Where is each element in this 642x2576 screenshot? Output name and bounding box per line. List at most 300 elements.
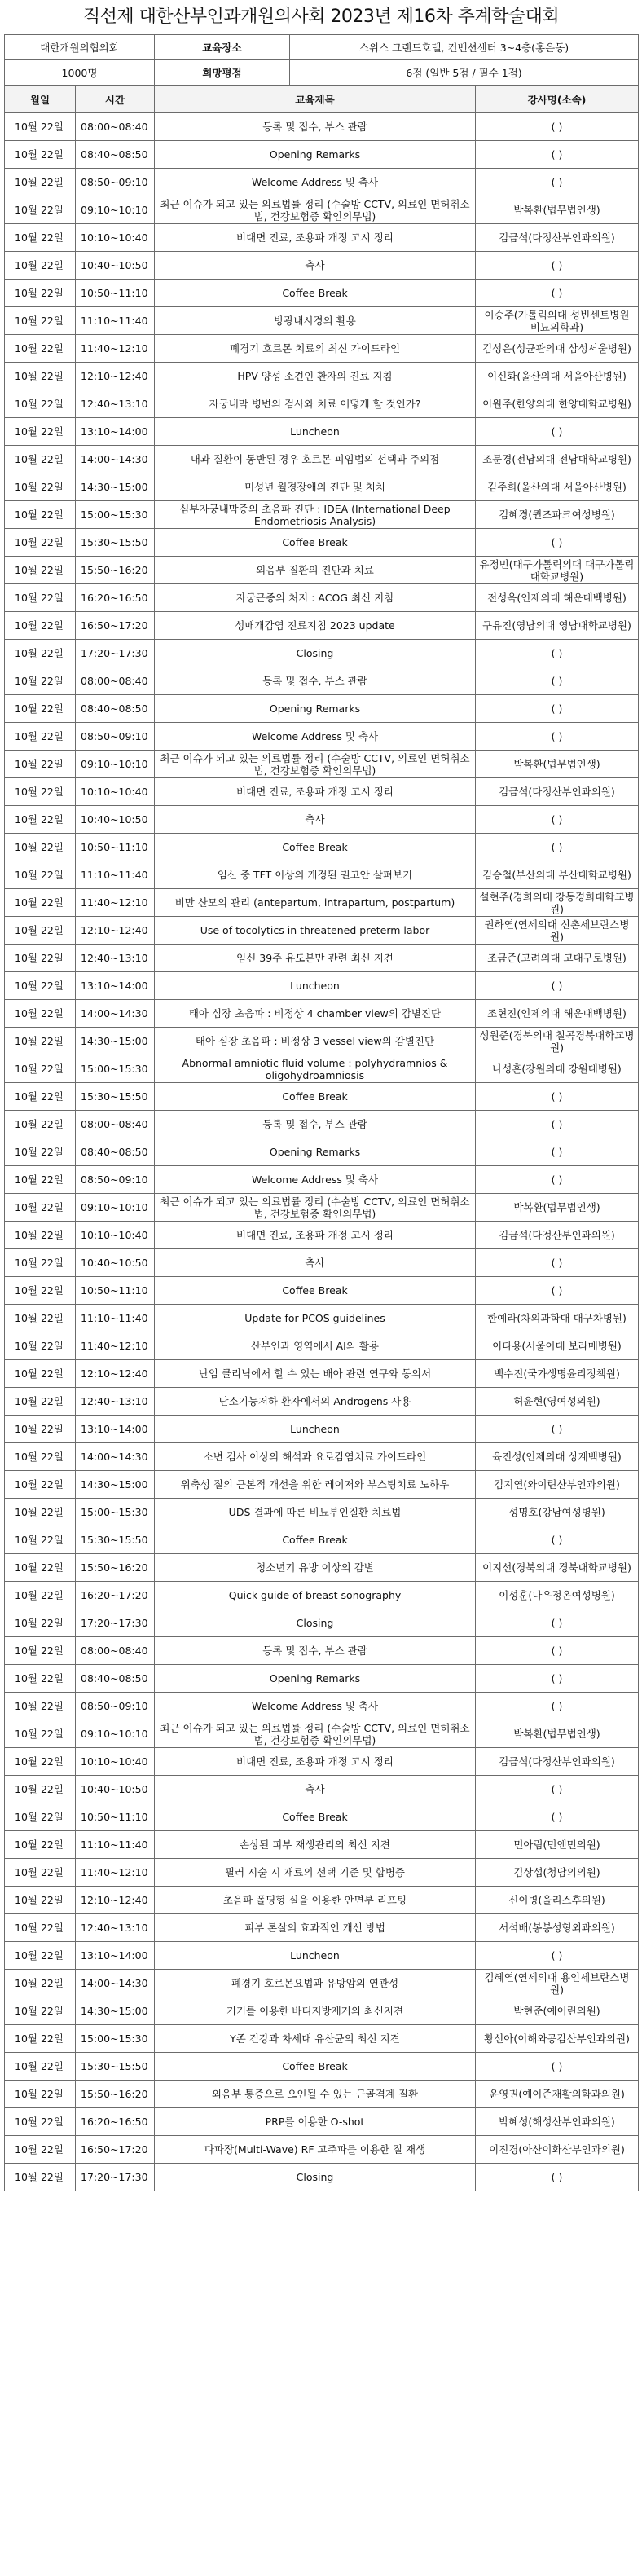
row-speaker: 조현진(인제의대 해운대백병원) [476, 1000, 639, 1028]
row-speaker: 구유진(영남의대 영남대학교병원) [476, 612, 639, 640]
row-speaker: ( ) [476, 1416, 639, 1443]
row-title: Welcome Address 및 축사 [155, 723, 476, 751]
row-time: 10:50~11:10 [76, 834, 155, 861]
table-row [5, 1194, 639, 1222]
row-title: 필러 시술 시 재료의 선택 기준 및 합병증 [155, 1859, 476, 1887]
row-title: Luncheon [155, 1416, 476, 1443]
row-title: PRP를 이용한 O-shot [155, 2108, 476, 2136]
row-speaker: ( ) [476, 529, 639, 557]
row-date: 10월 22일 [5, 1637, 76, 1665]
table-row [5, 695, 639, 723]
row-time: 13:10~14:00 [76, 418, 155, 446]
row-speaker: ( ) [476, 1526, 639, 1554]
row-date: 10월 22일 [5, 612, 76, 640]
row-date: 10월 22일 [5, 1471, 76, 1499]
row-date: 10월 22일 [5, 335, 76, 363]
row-date: 10월 22일 [5, 363, 76, 390]
row-speaker: ( ) [476, 1609, 639, 1637]
row-date: 10월 22일 [5, 2081, 76, 2108]
table-row [5, 945, 639, 972]
row-speaker: ( ) [476, 723, 639, 751]
row-date: 10월 22일 [5, 1194, 76, 1222]
row-time: 09:10~10:10 [76, 1720, 155, 1748]
row-speaker: 이원주(한양의대 한양대학교병원) [476, 390, 639, 418]
row-speaker: 박복환(법무법인생) [476, 1720, 639, 1748]
row-title: 자궁근종의 처지 : ACOG 최신 지침 [155, 584, 476, 612]
row-date: 10월 22일 [5, 2164, 76, 2191]
table-row [5, 363, 639, 390]
table-row [5, 1776, 639, 1803]
table-row [5, 972, 639, 1000]
row-time: 15:30~15:50 [76, 1083, 155, 1111]
header-time: 시간 [76, 86, 155, 113]
row-date: 10월 22일 [5, 307, 76, 335]
table-row [5, 1720, 639, 1748]
row-title: 최근 이슈가 되고 있는 의료법률 정리 (수술방 CCTV, 의료인 면허취소법, 건강보험증 확인의무법) [155, 196, 476, 224]
row-speaker: ( ) [476, 418, 639, 446]
place-label: 교육장소 [155, 35, 290, 60]
table-row [5, 834, 639, 861]
row-speaker: 신이병(올리스후의원) [476, 1887, 639, 1914]
row-time: 15:00~15:30 [76, 2025, 155, 2053]
row-speaker: 이신화(울산의대 서울아산병원) [476, 363, 639, 390]
row-date: 10월 22일 [5, 1443, 76, 1471]
header-speaker: 강사명(소속) [476, 86, 639, 113]
table-row [5, 806, 639, 834]
row-speaker: 백수진(국가생명윤리정책원) [476, 1360, 639, 1388]
row-time: 08:00~08:40 [76, 113, 155, 141]
row-time: 09:10~10:10 [76, 196, 155, 224]
row-time: 13:10~14:00 [76, 972, 155, 1000]
row-title: 폐경기 호르몬 치료의 최신 가이드라인 [155, 335, 476, 363]
row-time: 09:10~10:10 [76, 751, 155, 778]
table-row [5, 1332, 639, 1360]
row-date: 10월 22일 [5, 1222, 76, 1249]
row-title: 손상된 피부 재생관리의 최신 지견 [155, 1831, 476, 1859]
row-title: 비대면 진료, 조용파 개정 고시 정리 [155, 1222, 476, 1249]
row-time: 14:30~15:00 [76, 473, 155, 501]
page-title: 직선제 대한산부인과개원의사회 2023년 제16차 추계학술대회 [82, 7, 560, 27]
row-time: 15:30~15:50 [76, 2053, 155, 2081]
row-time: 08:50~09:10 [76, 1166, 155, 1194]
table-row [5, 307, 639, 335]
row-time: 15:50~16:20 [76, 1554, 155, 1582]
row-speaker: 김금석(다정산부인과의원) [476, 778, 639, 806]
row-time: 11:10~11:40 [76, 1305, 155, 1332]
row-title: 축사 [155, 1776, 476, 1803]
row-time: 10:10~10:40 [76, 1748, 155, 1776]
row-date: 10월 22일 [5, 834, 76, 861]
row-date: 10월 22일 [5, 557, 76, 584]
row-speaker: ( ) [476, 113, 639, 141]
row-title: Quick guide of breast sonography [155, 1582, 476, 1609]
row-date: 10월 22일 [5, 1305, 76, 1332]
row-title: 외음부 질환의 진단과 치료 [155, 557, 476, 584]
row-title: 외음부 통증으로 오인될 수 있는 근골격계 질환 [155, 2081, 476, 2108]
row-title: Coffee Break [155, 1803, 476, 1831]
row-date: 10월 22일 [5, 1582, 76, 1609]
table-row [5, 584, 639, 612]
table-row [5, 1249, 639, 1277]
table-row [5, 1416, 639, 1443]
row-time: 11:40~12:10 [76, 1332, 155, 1360]
row-time: 08:40~08:50 [76, 1665, 155, 1693]
row-time: 16:20~17:20 [76, 1582, 155, 1609]
row-date: 10월 22일 [5, 196, 76, 224]
points-value: 6점 (일반 5점 / 필수 1점) [290, 60, 639, 86]
row-speaker: ( ) [476, 1693, 639, 1720]
table-row [5, 1277, 639, 1305]
row-time: 13:10~14:00 [76, 1942, 155, 1970]
organizer-cell: 대한개원의협의회 [5, 35, 155, 60]
row-title: 청소년기 유방 이상의 감별 [155, 1554, 476, 1582]
table-row [5, 1305, 639, 1332]
row-speaker: 전성욱(인제의대 해운대백병원) [476, 584, 639, 612]
row-date: 10월 22일 [5, 667, 76, 695]
row-date: 10월 22일 [5, 113, 76, 141]
row-title: Coffee Break [155, 1277, 476, 1305]
row-speaker: 김혜연(연세의대 용인세브란스병원) [476, 1970, 639, 1997]
row-date: 10월 22일 [5, 1859, 76, 1887]
row-speaker: 이진경(아산이화산부인과의원) [476, 2136, 639, 2164]
row-date: 10월 22일 [5, 2136, 76, 2164]
row-time: 10:10~10:40 [76, 224, 155, 252]
row-speaker: 김혜경(퀸즈파크여성병원) [476, 501, 639, 529]
row-title: 난소기능저하 환자에서의 Androgens 사용 [155, 1388, 476, 1416]
row-date: 10월 22일 [5, 806, 76, 834]
row-speaker: 김금석(다정산부인과의원) [476, 1748, 639, 1776]
row-date: 10월 22일 [5, 446, 76, 473]
table-row [5, 778, 639, 806]
row-title: 성매개감염 진료지침 2023 update [155, 612, 476, 640]
row-title: Closing [155, 1609, 476, 1637]
row-title: 난임 클리닉에서 할 수 있는 배아 관련 연구와 동의서 [155, 1360, 476, 1388]
row-time: 14:30~15:00 [76, 1997, 155, 2025]
row-date: 10월 22일 [5, 169, 76, 196]
row-speaker: 박복환(법무법인생) [476, 1194, 639, 1222]
table-row [5, 1443, 639, 1471]
row-title: 초음파 폴딩형 실을 이용한 안면부 리프팅 [155, 1887, 476, 1914]
row-title: HPV 양성 소견인 환자의 진료 지침 [155, 363, 476, 390]
row-date: 10월 22일 [5, 1028, 76, 1055]
table-row [5, 1748, 639, 1776]
table-row [5, 418, 639, 446]
table-row [5, 446, 639, 473]
row-time: 14:00~14:30 [76, 446, 155, 473]
row-date: 10월 22일 [5, 2053, 76, 2081]
row-speaker: 한예라(차의과학대 대구차병원) [476, 1305, 639, 1332]
row-time: 15:00~15:30 [76, 1499, 155, 1526]
row-title: Opening Remarks [155, 141, 476, 169]
table-row [5, 2136, 639, 2164]
table-row [5, 1582, 639, 1609]
row-speaker: ( ) [476, 1166, 639, 1194]
row-title: 태아 심장 초음파 : 비정상 4 chamber view의 감별진단 [155, 1000, 476, 1028]
row-time: 14:00~14:30 [76, 1000, 155, 1028]
row-date: 10월 22일 [5, 1055, 76, 1083]
row-speaker: 이지선(경북의대 경북대학교병원) [476, 1554, 639, 1582]
row-date: 10월 22일 [5, 1332, 76, 1360]
row-time: 12:40~13:10 [76, 1388, 155, 1416]
row-time: 11:40~12:10 [76, 889, 155, 917]
row-time: 16:50~17:20 [76, 612, 155, 640]
row-speaker: 육진성(인제의대 상계백병원) [476, 1443, 639, 1471]
row-title: Coffee Break [155, 834, 476, 861]
table-row [5, 2053, 639, 2081]
table-row [5, 113, 639, 141]
row-title: Welcome Address 및 축사 [155, 1693, 476, 1720]
row-date: 10월 22일 [5, 501, 76, 529]
row-speaker: ( ) [476, 252, 639, 280]
row-title: Opening Remarks [155, 695, 476, 723]
row-speaker: ( ) [476, 280, 639, 307]
row-time: 15:30~15:50 [76, 529, 155, 557]
row-title: Opening Remarks [155, 1665, 476, 1693]
row-title: 심부자궁내막증의 초음파 진단 : IDEA (International Deep Endometriosis Analysis) [155, 501, 476, 529]
row-date: 10월 22일 [5, 1970, 76, 1997]
row-date: 10월 22일 [5, 1803, 76, 1831]
row-date: 10월 22일 [5, 972, 76, 1000]
row-title: UDS 결과에 따른 비뇨부인질환 치료법 [155, 1499, 476, 1526]
row-date: 10월 22일 [5, 252, 76, 280]
table-row [5, 1887, 639, 1914]
row-title: 기기를 이용한 바디지방제거의 최신지견 [155, 1997, 476, 2025]
row-time: 10:40~10:50 [76, 806, 155, 834]
row-time: 15:00~15:30 [76, 501, 155, 529]
row-date: 10월 22일 [5, 751, 76, 778]
table-row [5, 280, 639, 307]
schedule-header-row [5, 86, 639, 113]
row-time: 11:10~11:40 [76, 1831, 155, 1859]
row-title: 등록 및 접수, 부스 관람 [155, 1111, 476, 1138]
row-speaker: 성명호(강남여성병원) [476, 1499, 639, 1526]
row-date: 10월 22일 [5, 778, 76, 806]
row-title: Use of tocolytics in threatened preterm labor [155, 917, 476, 945]
row-title: 축사 [155, 252, 476, 280]
row-date: 10월 22일 [5, 1249, 76, 1277]
row-speaker: ( ) [476, 806, 639, 834]
row-date: 10월 22일 [5, 1554, 76, 1582]
row-date: 10월 22일 [5, 390, 76, 418]
row-speaker: 황선아(이해와공감산부인과의원) [476, 2025, 639, 2053]
row-time: 10:50~11:10 [76, 280, 155, 307]
row-time: 15:50~16:20 [76, 557, 155, 584]
row-speaker: 조문경(전남의대 전남대학교병원) [476, 446, 639, 473]
row-date: 10월 22일 [5, 1748, 76, 1776]
row-speaker: ( ) [476, 1776, 639, 1803]
row-speaker: 김금석(다정산부인과의원) [476, 1222, 639, 1249]
row-title: Y존 건강과 차세대 유산균의 최신 지견 [155, 2025, 476, 2053]
table-row [5, 2025, 639, 2053]
points-label: 희망평점 [155, 60, 290, 86]
table-row [5, 640, 639, 667]
row-title: Luncheon [155, 972, 476, 1000]
table-row [5, 723, 639, 751]
row-speaker: 권하연(연세의대 신촌세브란스병원) [476, 917, 639, 945]
row-time: 16:50~17:20 [76, 2136, 155, 2164]
table-row [5, 2108, 639, 2136]
row-date: 10월 22일 [5, 1914, 76, 1942]
row-time: 17:20~17:30 [76, 1609, 155, 1637]
table-row [5, 501, 639, 529]
table-row [5, 1028, 639, 1055]
row-title: Coffee Break [155, 2053, 476, 2081]
table-row [5, 473, 639, 501]
info-row [5, 35, 639, 60]
row-date: 10월 22일 [5, 1360, 76, 1388]
row-speaker: ( ) [476, 834, 639, 861]
table-row [5, 169, 639, 196]
row-time: 12:10~12:40 [76, 363, 155, 390]
row-date: 10월 22일 [5, 473, 76, 501]
header-title: 교육제목 [155, 86, 476, 113]
row-speaker: 박현준(예이린의원) [476, 1997, 639, 2025]
row-speaker: 설현주(경희의대 강동경희대학교병원) [476, 889, 639, 917]
row-title: 임신 39주 유도분만 관련 최신 지견 [155, 945, 476, 972]
row-speaker: 윤영권(예이준재활의학과의원) [476, 2081, 639, 2108]
table-row [5, 751, 639, 778]
row-time: 11:40~12:10 [76, 1859, 155, 1887]
row-time: 13:10~14:00 [76, 1416, 155, 1443]
row-time: 14:00~14:30 [76, 1443, 155, 1471]
row-time: 17:20~17:30 [76, 640, 155, 667]
row-time: 12:40~13:10 [76, 390, 155, 418]
row-speaker: 박복환(법무법인생) [476, 196, 639, 224]
row-speaker: ( ) [476, 1803, 639, 1831]
row-title: 최근 이슈가 되고 있는 의료법률 정리 (수술방 CCTV, 의료인 면허취소법, 건강보험증 확인의무법) [155, 751, 476, 778]
row-title: 축사 [155, 1249, 476, 1277]
table-row [5, 1055, 639, 1083]
table-row [5, 1138, 639, 1166]
header-date: 월일 [5, 86, 76, 113]
row-date: 10월 22일 [5, 1499, 76, 1526]
row-date: 10월 22일 [5, 723, 76, 751]
row-speaker: ( ) [476, 695, 639, 723]
row-speaker: 김금석(다정산부인과의원) [476, 224, 639, 252]
table-row [5, 667, 639, 695]
table-row [5, 1914, 639, 1942]
row-title: Coffee Break [155, 280, 476, 307]
row-time: 10:50~11:10 [76, 1803, 155, 1831]
row-time: 17:20~17:30 [76, 2164, 155, 2191]
row-title: 등록 및 접수, 부스 관람 [155, 1637, 476, 1665]
row-time: 10:10~10:40 [76, 778, 155, 806]
row-speaker: ( ) [476, 169, 639, 196]
row-time: 14:30~15:00 [76, 1028, 155, 1055]
row-time: 09:10~10:10 [76, 1194, 155, 1222]
row-date: 10월 22일 [5, 2108, 76, 2136]
row-time: 14:30~15:00 [76, 1471, 155, 1499]
row-time: 16:20~16:50 [76, 2108, 155, 2136]
row-title: Abnormal amniotic fluid volume : polyhydramnios & oligohydroamniosis [155, 1055, 476, 1083]
table-row [5, 1637, 639, 1665]
row-time: 11:10~11:40 [76, 861, 155, 889]
row-title: 임신 중 TFT 이상의 개정된 권고안 살펴보기 [155, 861, 476, 889]
schedule-body [5, 113, 639, 2191]
table-row [5, 1471, 639, 1499]
row-date: 10월 22일 [5, 917, 76, 945]
info-table [4, 34, 639, 86]
row-date: 10월 22일 [5, 1665, 76, 1693]
row-title: Coffee Break [155, 529, 476, 557]
row-title: Update for PCOS guidelines [155, 1305, 476, 1332]
row-title: 위축성 질의 근본적 개선을 위한 레이저와 부스팅치료 노하우 [155, 1471, 476, 1499]
row-title: 방광내시경의 활용 [155, 307, 476, 335]
row-speaker: 김지연(와이린산부인과의원) [476, 1471, 639, 1499]
row-date: 10월 22일 [5, 1776, 76, 1803]
row-title: Closing [155, 2164, 476, 2191]
table-row [5, 1942, 639, 1970]
row-title: 폐경기 호르몬요법과 유방암의 연관성 [155, 1970, 476, 1997]
row-speaker: ( ) [476, 141, 639, 169]
row-speaker: ( ) [476, 1277, 639, 1305]
table-row [5, 1166, 639, 1194]
row-speaker: ( ) [476, 1111, 639, 1138]
row-time: 08:00~08:40 [76, 1111, 155, 1138]
row-time: 08:50~09:10 [76, 1693, 155, 1720]
table-row [5, 196, 639, 224]
row-date: 10월 22일 [5, 1138, 76, 1166]
row-date: 10월 22일 [5, 141, 76, 169]
row-date: 10월 22일 [5, 1416, 76, 1443]
row-time: 15:50~16:20 [76, 2081, 155, 2108]
table-row [5, 2164, 639, 2191]
table-row [5, 917, 639, 945]
row-title: Luncheon [155, 418, 476, 446]
row-time: 10:40~10:50 [76, 252, 155, 280]
row-title: Luncheon [155, 1942, 476, 1970]
row-title: 비대면 진료, 조용파 개정 고시 정리 [155, 224, 476, 252]
row-time: 08:50~09:10 [76, 723, 155, 751]
row-speaker: ( ) [476, 1083, 639, 1111]
attendee-count: 1000명 [5, 60, 155, 86]
place-value: 스위스 그랜드호텔, 컨벤션센터 3~4층(홍은동) [290, 35, 639, 60]
table-row [5, 1859, 639, 1887]
row-date: 10월 22일 [5, 1388, 76, 1416]
row-date: 10월 22일 [5, 640, 76, 667]
table-row [5, 1111, 639, 1138]
table-row [5, 1083, 639, 1111]
row-time: 08:00~08:40 [76, 667, 155, 695]
row-time: 10:40~10:50 [76, 1776, 155, 1803]
row-speaker: 박복환(법무법인생) [476, 751, 639, 778]
row-date: 10월 22일 [5, 224, 76, 252]
row-date: 10월 22일 [5, 1000, 76, 1028]
row-title: Opening Remarks [155, 1138, 476, 1166]
row-date: 10월 22일 [5, 1997, 76, 2025]
row-title: 축사 [155, 806, 476, 834]
table-row [5, 1360, 639, 1388]
row-speaker: ( ) [476, 2164, 639, 2191]
table-row [5, 612, 639, 640]
row-date: 10월 22일 [5, 1942, 76, 1970]
row-time: 15:30~15:50 [76, 1526, 155, 1554]
row-time: 11:40~12:10 [76, 335, 155, 363]
table-row [5, 1665, 639, 1693]
row-title: 최근 이슈가 되고 있는 의료법률 정리 (수술방 CCTV, 의료인 면허취소법, 건강보험증 확인의무법) [155, 1194, 476, 1222]
table-row [5, 1609, 639, 1637]
row-title: Welcome Address 및 축사 [155, 169, 476, 196]
schedule-table [4, 86, 639, 2191]
table-row [5, 1970, 639, 1997]
table-row [5, 1831, 639, 1859]
row-date: 10월 22일 [5, 1609, 76, 1637]
row-speaker: ( ) [476, 1138, 639, 1166]
row-date: 10월 22일 [5, 1526, 76, 1554]
row-speaker: 조금준(고려의대 고대구로병원) [476, 945, 639, 972]
row-date: 10월 22일 [5, 280, 76, 307]
row-date: 10월 22일 [5, 945, 76, 972]
